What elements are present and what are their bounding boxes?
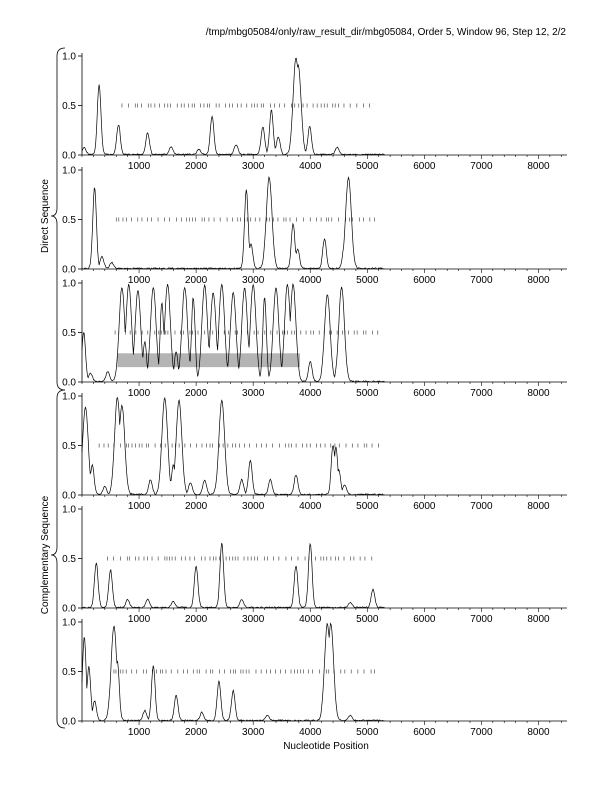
panels-group [62, 52, 567, 739]
series-line [82, 177, 384, 269]
x-tick-label: 8000 [527, 275, 550, 286]
x-tick-label: 1000 [127, 614, 151, 625]
x-tick-label: 8000 [527, 388, 550, 399]
x-tick-label: 1000 [127, 275, 151, 286]
group-label-complementary: Complementary Sequence [40, 495, 51, 615]
x-tick-label: 2000 [184, 275, 208, 286]
x-tick-label: 7000 [470, 501, 493, 512]
x-tick-label: 5000 [356, 614, 379, 625]
header-title: /tmp/mbg05084/only/raw_result_dir/mbg05084, Order 5, Window 96, Step 12, 2/2 [205, 27, 566, 38]
highlight-band [117, 353, 300, 367]
y-tick-label: 0.5 [62, 101, 76, 112]
x-tick-label: 1000 [127, 727, 151, 738]
x-tick-label: 8000 [527, 501, 550, 512]
chart-panel-5 [62, 505, 567, 626]
chart-panel-3 [62, 279, 567, 400]
x-axis-title: Nucleotide Position [283, 741, 369, 752]
x-tick-label: 7000 [470, 614, 493, 625]
x-tick-label: 2000 [184, 161, 208, 172]
x-tick-label: 6000 [413, 161, 436, 172]
y-tick-label: 1.0 [62, 391, 76, 403]
x-tick-label: 1000 [127, 501, 151, 512]
y-tick-label: 1.0 [62, 278, 76, 290]
x-tick-label: 7000 [470, 727, 493, 738]
y-tick-label: 0.5 [62, 554, 76, 565]
x-tick-label: 4000 [299, 161, 322, 172]
y-tick-label: 0.0 [62, 603, 76, 615]
y-tick-label: 0.5 [62, 328, 76, 339]
x-tick-label: 4000 [299, 275, 322, 286]
x-tick-label: 3000 [242, 388, 265, 399]
y-tick-label: 0.5 [62, 215, 76, 226]
x-tick-label: 3000 [242, 275, 265, 286]
x-tick-label: 2000 [184, 614, 208, 625]
y-tick-label: 1.0 [62, 504, 76, 516]
x-tick-label: 2000 [184, 727, 208, 738]
y-tick-label: 0.0 [62, 490, 76, 502]
x-tick-label: 4000 [299, 727, 322, 738]
chart-panel-1 [62, 52, 567, 173]
x-tick-label: 5000 [356, 275, 379, 286]
x-tick-label: 8000 [527, 727, 550, 738]
x-tick-label: 3000 [242, 614, 265, 625]
y-tick-label: 1.0 [62, 165, 76, 177]
x-tick-label: 8000 [527, 161, 550, 172]
x-tick-label: 3000 [242, 727, 265, 738]
x-tick-label: 6000 [413, 275, 436, 286]
x-tick-label: 1000 [127, 388, 151, 399]
x-tick-label: 3000 [242, 161, 265, 172]
x-tick-label: 3000 [242, 501, 265, 512]
y-tick-label: 0.0 [62, 150, 76, 162]
x-tick-label: 4000 [299, 501, 322, 512]
x-tick-label: 5000 [356, 727, 379, 738]
y-tick-label: 0.0 [62, 716, 76, 728]
y-tick-label: 0.5 [62, 441, 76, 452]
x-tick-label: 6000 [413, 614, 436, 625]
y-tick-label: 0.0 [62, 264, 76, 276]
chart-panel-6 [62, 618, 567, 739]
x-tick-label: 4000 [299, 614, 322, 625]
chart-panel-2 [62, 166, 567, 287]
series-line [82, 284, 384, 382]
x-tick-label: 7000 [470, 388, 493, 399]
series-line [82, 543, 384, 608]
y-tick-label: 0.0 [62, 377, 76, 389]
y-tick-label: 1.0 [62, 617, 76, 629]
series-line [82, 58, 384, 155]
x-tick-label: 7000 [470, 161, 493, 172]
x-tick-label: 4000 [299, 388, 322, 399]
x-tick-label: 1000 [127, 161, 151, 172]
x-tick-label: 2000 [184, 501, 208, 512]
x-tick-label: 6000 [413, 501, 436, 512]
x-tick-label: 8000 [527, 614, 550, 625]
y-tick-label: 1.0 [62, 51, 76, 63]
x-tick-label: 5000 [356, 161, 379, 172]
x-tick-label: 6000 [413, 727, 436, 738]
x-tick-label: 6000 [413, 388, 436, 399]
x-tick-label: 5000 [356, 501, 379, 512]
x-tick-label: 5000 [356, 388, 379, 399]
x-tick-label: 2000 [184, 388, 208, 399]
chart-panel-4 [62, 392, 567, 513]
group-label-direct: Direct Sequence [40, 179, 51, 253]
y-tick-label: 0.5 [62, 667, 76, 678]
x-tick-label: 7000 [470, 275, 493, 286]
